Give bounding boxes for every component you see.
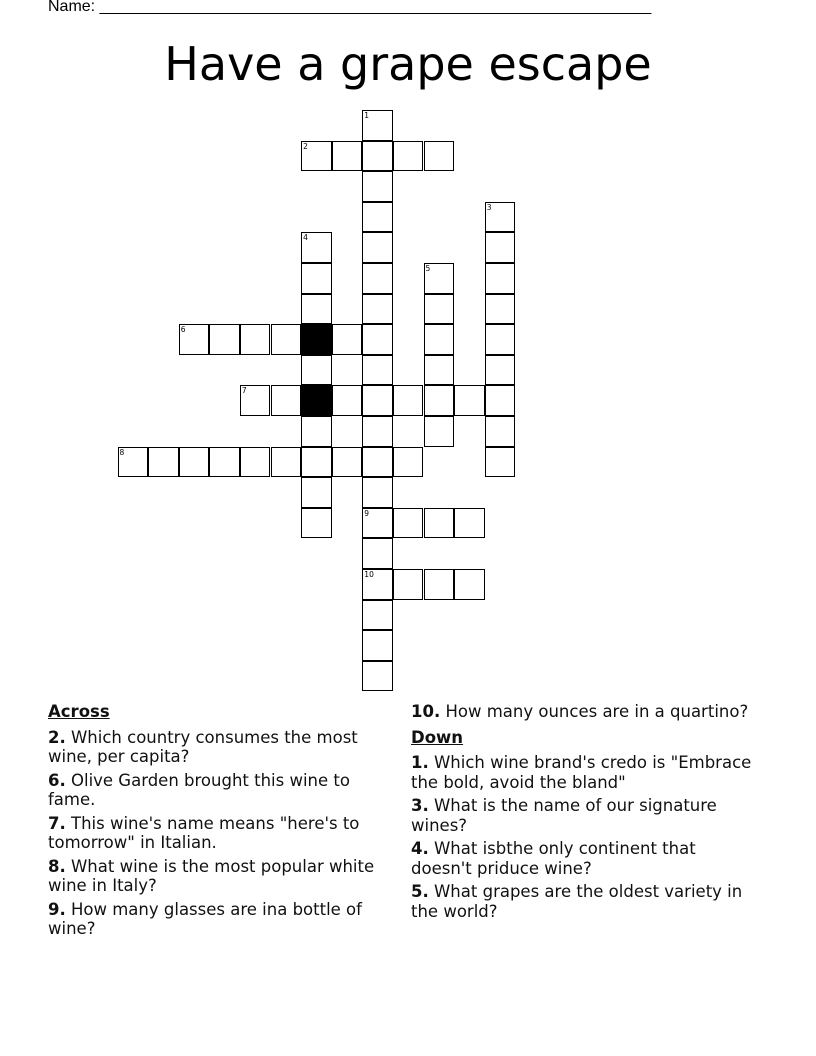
grid-cell[interactable] xyxy=(424,141,455,172)
grid-cell[interactable] xyxy=(362,110,393,141)
clue-text: How many ounces are in a quartino? xyxy=(440,702,749,721)
across-clue-7 xyxy=(48,814,388,853)
grid-cell[interactable] xyxy=(424,569,455,600)
clue-number: 3. xyxy=(411,796,429,815)
grid-cell[interactable] xyxy=(362,324,393,355)
grid-cell[interactable] xyxy=(393,569,424,600)
grid-block xyxy=(301,324,332,355)
grid-cell[interactable] xyxy=(362,538,393,569)
grid-cell[interactable] xyxy=(485,385,516,416)
clues-left-column xyxy=(48,702,388,943)
grid-cell[interactable] xyxy=(393,385,424,416)
across-heading: Across xyxy=(48,702,110,721)
grid-cell[interactable] xyxy=(240,447,271,478)
clue-number-label: 8 xyxy=(119,447,125,457)
grid-cell[interactable] xyxy=(424,263,455,294)
clue-text: What isbthe only continent that doesn't priduce wine? xyxy=(411,839,696,878)
clue-number-label: 4 xyxy=(303,233,308,243)
grid-cell[interactable] xyxy=(362,477,393,508)
grid-cell[interactable] xyxy=(454,385,485,416)
clue-number: 6. xyxy=(48,770,66,790)
clue-number-label: 1 xyxy=(364,111,370,120)
grid-cell[interactable] xyxy=(362,447,393,478)
grid-cell[interactable] xyxy=(271,385,302,416)
down-clue-4 xyxy=(411,839,761,878)
grid-cell[interactable] xyxy=(485,232,516,263)
across-clue-8 xyxy=(48,857,388,896)
grid-cell[interactable] xyxy=(271,447,302,478)
grid-cell[interactable] xyxy=(332,447,363,478)
clue-number-label: 6 xyxy=(180,325,186,335)
grid-cell[interactable] xyxy=(301,477,332,508)
clue-number-label: 2 xyxy=(303,141,308,151)
grid-cell[interactable] xyxy=(454,569,485,600)
grid-cell[interactable] xyxy=(362,630,393,661)
grid-cell[interactable] xyxy=(362,355,393,386)
grid-cell[interactable] xyxy=(179,447,210,478)
grid-cell[interactable] xyxy=(424,324,455,355)
grid-cell[interactable] xyxy=(393,447,424,478)
clue-number: 10. xyxy=(411,702,441,721)
clue-number: 7. xyxy=(48,813,66,833)
clue-number: 2. xyxy=(48,727,66,747)
grid-cell[interactable] xyxy=(362,661,393,692)
grid-cell[interactable] xyxy=(240,324,271,355)
grid-cell[interactable] xyxy=(424,508,455,539)
grid-cell[interactable] xyxy=(485,294,516,325)
clue-number-label: 10 xyxy=(364,570,374,579)
name-field[interactable]: Name: ______________________________________________________________ xyxy=(48,0,652,15)
grid-cell[interactable] xyxy=(179,324,210,355)
down-clue-1 xyxy=(411,753,761,792)
grid-cell[interactable] xyxy=(424,416,455,447)
grid-cell[interactable] xyxy=(148,447,179,478)
grid-cell[interactable] xyxy=(485,324,516,355)
grid-cell[interactable] xyxy=(454,508,485,539)
across-clue-6 xyxy=(48,771,388,810)
grid-cell[interactable] xyxy=(362,232,393,263)
grid-cell[interactable] xyxy=(362,600,393,631)
down-clue-5 xyxy=(411,882,761,921)
clue-text: How many glasses are ina bottle of wine? xyxy=(48,899,362,938)
grid-cell[interactable] xyxy=(301,447,332,478)
clue-text: Olive Garden brought this wine to fame. xyxy=(48,770,350,809)
grid-cell[interactable] xyxy=(485,202,516,233)
clue-number: 9. xyxy=(48,899,66,919)
grid-cell[interactable] xyxy=(424,385,455,416)
page-title: Have a grape escape xyxy=(164,37,652,91)
clue-text: What grapes are the oldest variety in the world? xyxy=(411,882,743,921)
across-clue-10 xyxy=(411,702,761,722)
clue-number: 5. xyxy=(411,882,429,901)
grid-cell[interactable] xyxy=(271,324,302,355)
grid-cell[interactable] xyxy=(424,294,455,325)
clue-text: Which country consumes the most wine, per capita? xyxy=(48,727,358,766)
grid-cell[interactable] xyxy=(485,263,516,294)
grid-cell[interactable] xyxy=(118,447,149,478)
clue-number-label: 5 xyxy=(425,264,431,273)
grid-cell[interactable] xyxy=(485,447,516,478)
clue-number: 8. xyxy=(48,856,66,876)
grid-cell[interactable] xyxy=(362,508,393,539)
grid-cell[interactable] xyxy=(393,508,424,539)
clue-text: This wine's name means "here's to tomorrow" in Italian. xyxy=(48,813,360,852)
grid-cell[interactable] xyxy=(301,263,332,294)
grid-cell[interactable] xyxy=(362,141,393,172)
clue-number: 1. xyxy=(411,753,429,772)
grid-cell[interactable] xyxy=(424,355,455,386)
grid-cell[interactable] xyxy=(362,263,393,294)
grid-cell[interactable] xyxy=(209,447,240,478)
grid-cell[interactable] xyxy=(301,416,332,447)
grid-cell[interactable] xyxy=(332,385,363,416)
down-heading: Down xyxy=(411,727,464,747)
grid-cell[interactable] xyxy=(209,324,240,355)
grid-block xyxy=(301,385,332,416)
clue-number: 4. xyxy=(411,839,429,858)
clue-number-label: 7 xyxy=(241,386,247,396)
grid-cell[interactable] xyxy=(301,508,332,539)
grid-cell[interactable] xyxy=(362,294,393,325)
grid-cell[interactable] xyxy=(485,355,516,386)
clue-number-label: 9 xyxy=(364,508,370,518)
grid-cell[interactable] xyxy=(362,385,393,416)
clue-text: What wine is the most popular white wine in Italy? xyxy=(48,856,375,895)
grid-cell[interactable] xyxy=(485,416,516,447)
grid-cell[interactable] xyxy=(332,141,363,172)
grid-cell[interactable] xyxy=(301,294,332,325)
grid-cell[interactable] xyxy=(362,416,393,447)
grid-cell[interactable] xyxy=(362,171,393,202)
clue-number-label: 3 xyxy=(486,202,492,212)
clue-text: Which wine brand's credo is "Embrace the bold, avoid the bland" xyxy=(411,753,752,792)
grid-cell[interactable] xyxy=(332,324,363,355)
grid-cell[interactable] xyxy=(301,355,332,386)
across-clue-2 xyxy=(48,728,388,767)
down-clue-3 xyxy=(411,796,761,835)
clues-right-column xyxy=(411,702,761,925)
across-clue-9 xyxy=(48,900,388,939)
grid-cell[interactable] xyxy=(362,202,393,233)
grid-cell[interactable] xyxy=(393,141,424,172)
grid-cell[interactable] xyxy=(301,232,332,263)
grid-cell[interactable] xyxy=(362,569,393,600)
grid-cell[interactable] xyxy=(301,141,332,172)
grid-cell[interactable] xyxy=(240,385,271,416)
clue-text: What is the name of our signature wines? xyxy=(411,796,717,835)
